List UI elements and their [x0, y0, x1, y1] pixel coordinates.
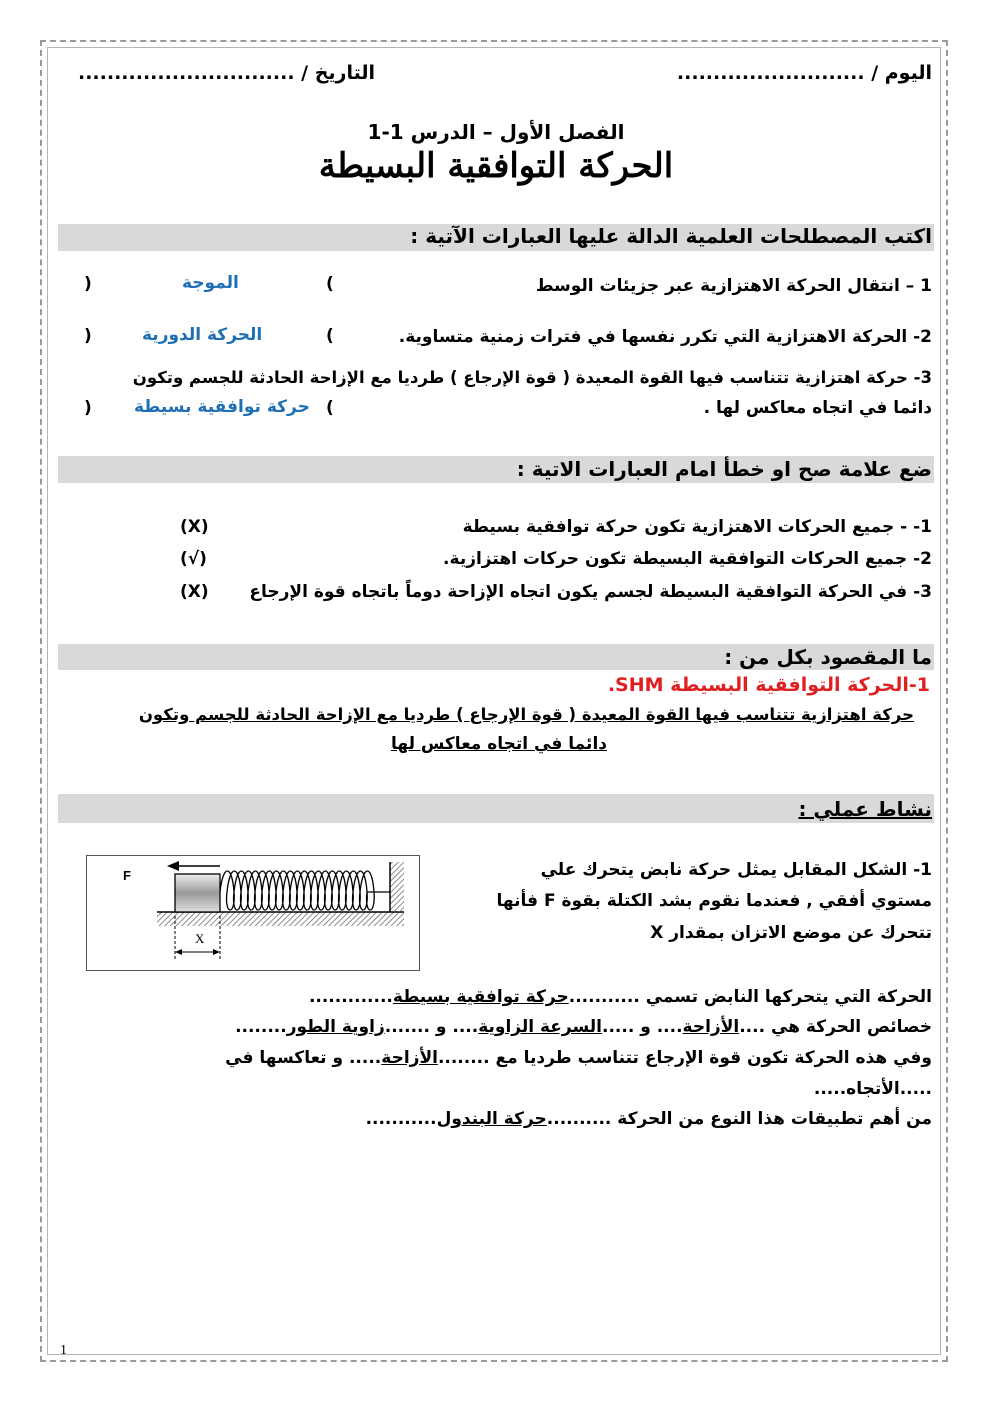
fill-text: وفي هذه الحركة تكون قوة الإرجاع تتناسب طرديا مع ........ — [437, 1048, 932, 1068]
fill-line-5 — [366, 1109, 932, 1129]
fill-text: خصائص الحركة هي .... — [739, 1017, 932, 1037]
page-number: 1 — [60, 1343, 67, 1358]
mass-block — [175, 874, 220, 912]
fill-line-4: .....الأتجاه..... — [813, 1079, 932, 1099]
section2-mark-2: (√) — [180, 549, 207, 569]
wall-hatch — [390, 862, 404, 912]
section2-heading: ضع علامة صح او خطأ امام العبارات الاتية : — [516, 457, 932, 481]
floor-hatch — [157, 912, 404, 926]
answer-1: الموجة — [182, 273, 239, 293]
section1-heading: اكتب المصطلحات العلمية الدالة عليها العبارات الآتية : — [410, 224, 932, 248]
open-paren: ( — [326, 398, 334, 418]
fill-text: ..... و تعاكسها في — [225, 1048, 382, 1068]
fill-answer: زاوية الطور — [286, 1017, 385, 1037]
force-label: F — [123, 868, 131, 883]
fill-text: ........... — [365, 1109, 437, 1129]
fill-answer: الأزاحة — [381, 1048, 438, 1068]
section1-item-3-cont: دائما في اتجاه معاكس لها . — [703, 398, 932, 418]
fill-text: الحركة التي يتحركها النابض تسمي ........... — [568, 987, 932, 1007]
activity-intro-3: تتحرك عن موضع الاتزان بمقدار X — [650, 923, 932, 943]
fill-answer: الأزاحة — [682, 1017, 740, 1037]
definition-line-1: حركة اهتزازية تتناسب فيها القوة المعيدة ( قوة الإرجاع ) طرديا مع الإزاحة الحادثة للجسم وتكون — [138, 705, 914, 724]
answer-2: الحركة الدورية — [142, 325, 263, 345]
section2-mark-1: (X) — [180, 517, 209, 537]
fill-line-2 — [235, 1017, 932, 1037]
fill-answer: حركة البندول — [436, 1109, 547, 1129]
section1-item-1: 1 – انتقال الحركة الاهتزازية عبر جزيئات الوسط — [535, 276, 932, 296]
force-arrow-head — [167, 861, 179, 871]
fill-answer: حركة توافقية بسيطة — [392, 987, 569, 1007]
definition-line-2: دائما في اتجاه معاكس لها — [390, 734, 607, 754]
chapter-title: الفصل الأول – الدرس 1-1 — [367, 120, 625, 144]
term-shm: 1-الحركة التوافقية البسيطة SHM. — [607, 674, 930, 696]
section3-heading: ما المقصود بكل من : — [724, 645, 932, 669]
section2-mark-3: (X) — [180, 582, 209, 602]
open-paren: ( — [326, 274, 334, 294]
activity-intro-1: 1- الشكل المقابل يمثل حركة نابض يتحرك علي — [540, 860, 932, 880]
fill-text: ............. — [308, 987, 393, 1007]
close-paren: ) — [84, 274, 92, 294]
fill-line-1 — [309, 987, 932, 1007]
answer-3: حركة توافقية بسيطة — [134, 397, 310, 417]
close-paren: ) — [84, 326, 92, 346]
section1-item-2: 2- الحركة الاهتزازية التي تكرر نفسها في فترات زمنية متساوية. — [398, 327, 932, 347]
fill-text: .... و ..... — [602, 1017, 683, 1037]
fill-text: .... و ....... — [384, 1017, 479, 1037]
section2-item-1: 1- - جميع الحركات الاهتزازية تكون حركة توافقية بسيطة — [462, 517, 932, 537]
fill-text: ........ — [235, 1017, 287, 1037]
section1-item-3: 3- حركة اهتزازية تتناسب فيها القوة المعيدة ( قوة الإرجاع ) طرديا مع الإزاحة الحادثة للجسم وتكون — [132, 368, 932, 387]
fill-line-3 — [225, 1048, 932, 1068]
fill-answer: السرعة الزاوية — [478, 1017, 603, 1037]
close-paren: ) — [84, 398, 92, 418]
spring-diagram — [87, 856, 418, 969]
date-label: التاريخ / .............................. — [78, 62, 376, 84]
page-title: الحركة التوافقية البسيطة — [318, 146, 674, 186]
spring-figure — [86, 855, 420, 971]
section2-item-3: 3- في الحركة التوافقية البسيطة لجسم يكون اتجاه الإزاحة دوماً باتجاه قوة الإرجاع — [249, 582, 932, 602]
displacement-label: X — [195, 931, 205, 946]
section2-item-2: 2- جميع الحركات التوافقية البسيطة تكون حركات اهتزازية. — [443, 549, 932, 569]
fill-text: من أهم تطبيقات هذا النوع من الحركة .......... — [546, 1109, 932, 1129]
displacement-arrow-head-right — [213, 949, 220, 955]
section4-heading: نشاط عملي : — [798, 797, 932, 821]
displacement-arrow-head-left — [175, 949, 182, 955]
spring-coil — [220, 871, 390, 910]
open-paren: ( — [326, 326, 334, 346]
day-label: اليوم / .......................... — [676, 62, 932, 84]
activity-intro-2: مستوي أفقي , فعندما نقوم بشد الكتلة بقوة F فأنها — [496, 891, 932, 911]
